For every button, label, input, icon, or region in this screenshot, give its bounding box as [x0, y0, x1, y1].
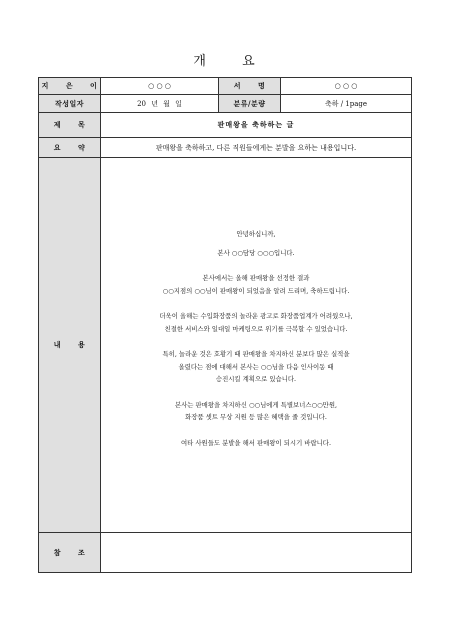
content-paragraph: 본사 ○○담당 ○○○입니다.	[217, 248, 295, 257]
reference-field[interactable]	[101, 533, 412, 573]
date-row	[39, 95, 412, 113]
content-paragraph: 더욱이 올해는 수입화장품의 놀라운 광고로 화장품업계가 어려웠으나, 친절한 서비스와 일대일 마케팅으로 위기를 극복할 수 있었습니다.	[159, 312, 353, 333]
content-paragraph: 안녕하십니까,	[236, 230, 276, 238]
subject-field[interactable]: 판매왕을 축하하는 글	[101, 113, 412, 138]
reference-row	[39, 533, 412, 573]
date-label: 작성일자	[39, 95, 101, 113]
signature-label: 서 명	[219, 78, 281, 95]
content-body[interactable]	[101, 158, 412, 533]
summary-label: 요 약	[39, 138, 101, 158]
signature-field[interactable]: ○ ○ ○	[281, 78, 412, 95]
summary-field[interactable]: 판매왕을 축하하고, 다른 직원들에게는 분발을 요하는 내용입니다.	[101, 138, 412, 158]
document-form	[38, 77, 412, 573]
content-label: 내 용	[39, 158, 101, 533]
author-label: 지 은 이	[39, 78, 101, 95]
content-row	[39, 158, 412, 533]
content-paragraph: 특히, 놀라운 것은 호황기 때 판매왕을 차지하신 분보다 많은 실적을 올렸다는 점에 대해서 본사는 ○○님을 다음 인사이동 때 승진시킬 계획으로 있습니다.	[162, 350, 350, 383]
subject-row	[39, 113, 412, 138]
content-paragraph: 여타 사원들도 분발을 해서 판매왕이 되시기 바랍니다.	[180, 438, 332, 447]
summary-row	[39, 138, 412, 158]
page-title: 개 요	[193, 54, 257, 69]
reference-label: 참 조	[39, 533, 101, 573]
content-paragraph: 본사에서는 올해 판매왕을 선정한 결과 ○○지점의 ○○님이 판매왕이 되었음을 알려 드리며, 축하드립니다.	[162, 274, 350, 295]
author-field[interactable]: ○ ○ ○	[101, 78, 219, 95]
author-row	[39, 78, 412, 95]
category-label: 분류/분량	[219, 95, 281, 113]
subject-label: 제 목	[39, 113, 101, 138]
date-field[interactable]: 20 년 월 일	[101, 95, 219, 113]
content-paragraph: 본사는 판매왕을 차지하신 ○○님에게 특별보너스○○만원, 화장품 셋트 무상 지원 등 많은 혜택을 줄 것입니다.	[174, 400, 338, 421]
category-field[interactable]: 축하 / 1page	[281, 95, 412, 113]
